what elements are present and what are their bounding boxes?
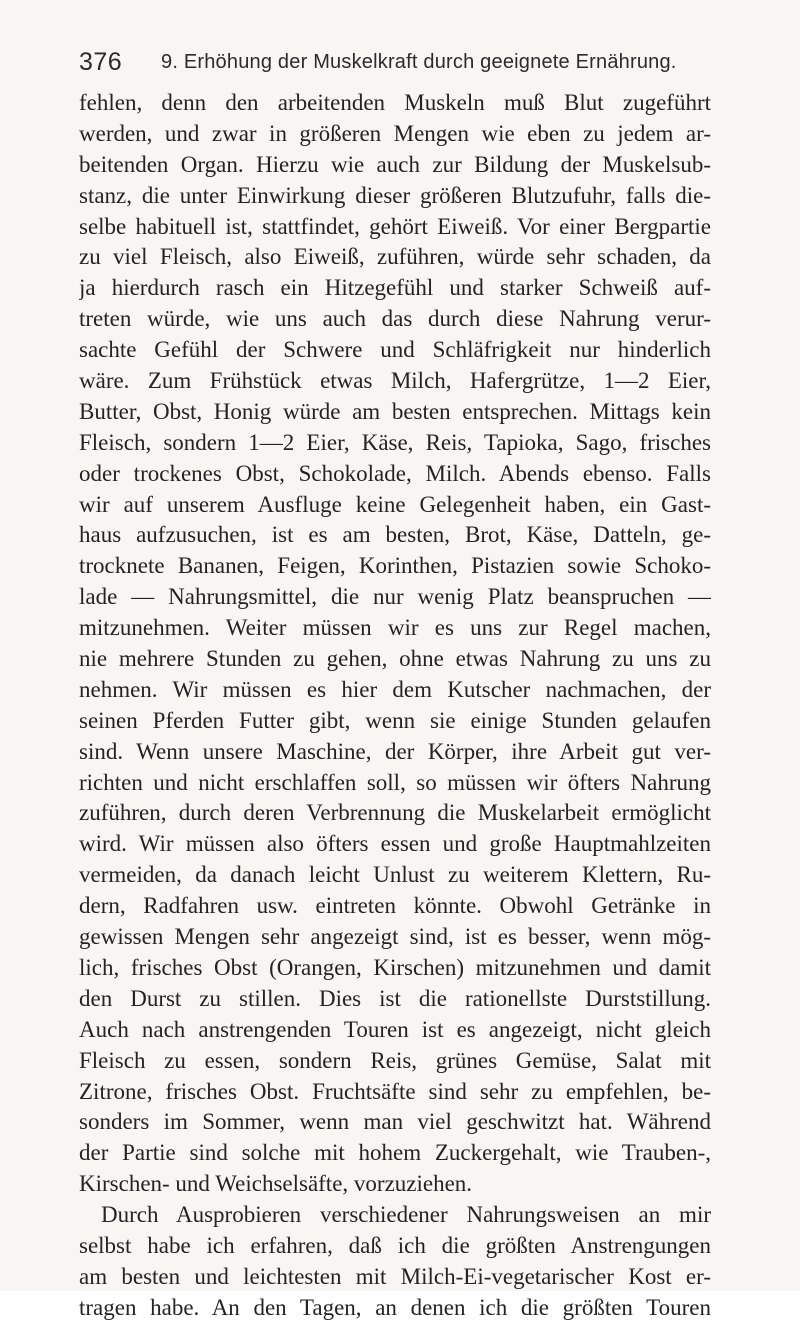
text-line: stanz, die unter Einwirkung dieser größeren Blutzufuhr, falls die- bbox=[79, 182, 711, 208]
text-line: lade — Nahrungsmittel, die nur wenig Platz beanspruchen — bbox=[79, 584, 711, 610]
text-line: treten würde, wie uns auch das durch diese Nahrung verur- bbox=[79, 306, 711, 332]
text-line: Auch nach anstrengenden Touren ist es angezeigt, nicht gleich bbox=[79, 1016, 711, 1042]
text-line: gewissen Mengen sehr angezeigt sind, ist es besser, wenn mög- bbox=[79, 924, 711, 950]
text-line: sind. Wenn unsere Maschine, der Körper, ihre Arbeit gut ver- bbox=[79, 738, 711, 764]
text-line: dern, Radfahren usw. eintreten könnte. Obwohl Getränke in bbox=[79, 893, 711, 919]
text-line: fehlen, denn den arbeitenden Muskeln muß Blut zugeführt bbox=[79, 90, 711, 115]
text-line: mitzunehmen. Weiter müssen wir es uns zur Regel machen, bbox=[79, 615, 711, 641]
text-line: Durch Ausprobieren verschiedener Nahrungsweisen an mir bbox=[101, 1202, 711, 1228]
text-line: Zitrone, frisches Obst. Fruchtsäfte sind sehr zu empfehlen, be- bbox=[79, 1078, 711, 1104]
text-line: wäre. Zum Frühstück etwas Milch, Hafergrütze, 1—2 Eier, bbox=[79, 368, 711, 394]
text-line: selbst habe ich erfahren, daß ich die größten Anstrengungen bbox=[79, 1232, 711, 1258]
text-line: zuführen, durch deren Verbrennung die Muskelarbeit ermöglicht bbox=[79, 800, 711, 826]
page-number: 376 bbox=[79, 48, 123, 76]
text-line: oder trockenes Obst, Schokolade, Milch. Abends ebenso. Falls bbox=[79, 460, 711, 486]
text-line: den Durst zu stillen. Dies ist die rationellste Durststillung. bbox=[79, 985, 711, 1011]
page-header bbox=[75, 48, 715, 82]
text-line: beitenden Organ. Hierzu wie auch zur Bildung der Muskelsub- bbox=[79, 151, 711, 177]
text-line: werden, und zwar in größeren Mengen wie eben zu jedem ar- bbox=[79, 120, 711, 146]
text-line: trocknete Bananen, Feigen, Korinthen, Pistazien sowie Schoko- bbox=[79, 553, 711, 579]
text-line: sonders im Sommer, wenn man viel geschwitzt hat. Während bbox=[79, 1109, 711, 1135]
text-line: zu viel Fleisch, also Eiweiß, zuführen, würde sehr schaden, da bbox=[79, 244, 711, 270]
text-line: richten und nicht erschlaffen soll, so müssen wir öfters Nahrung bbox=[79, 769, 711, 795]
text-line: der Partie sind solche mit hohem Zuckergehalt, wie Trauben-, bbox=[79, 1140, 711, 1166]
text-line: ja hierdurch rasch ein Hitzegefühl und starker Schweiß auf- bbox=[79, 275, 711, 301]
text-line: sachte Gefühl der Schwere und Schläfrigkeit nur hinderlich bbox=[79, 337, 711, 363]
text-line: selbe habituell ist, stattfindet, gehört Eiweiß. Vor einer Bergpartie bbox=[79, 213, 711, 239]
text-line: am besten und leichtesten mit Milch-Ei-vegetarischer Kost er- bbox=[79, 1263, 711, 1289]
text-line: nie mehrere Stunden zu gehen, ohne etwas Nahrung zu uns zu bbox=[79, 646, 711, 672]
text-line: tragen habe. An den Tagen, an denen ich die größten Touren bbox=[79, 1294, 711, 1320]
text-line: haus aufzusuchen, ist es am besten, Brot, Käse, Datteln, ge- bbox=[79, 522, 711, 548]
text-line: Kirschen- und Weichselsäfte, vorzuziehen. bbox=[79, 1171, 473, 1197]
body-text bbox=[79, 88, 711, 1324]
text-line: lich, frisches Obst (Orangen, Kirschen) mitzunehmen und damit bbox=[79, 954, 711, 980]
text-line: vermeiden, da danach leicht Unlust zu weiterem Klettern, Ru- bbox=[79, 862, 711, 888]
text-line: Butter, Obst, Honig würde am besten entsprechen. Mittags kein bbox=[79, 398, 711, 424]
text-line: wird. Wir müssen also öfters essen und große Hauptmahlzeiten bbox=[79, 831, 711, 857]
text-line: wir auf unserem Ausfluge keine Gelegenheit haben, ein Gast- bbox=[79, 491, 711, 517]
running-head: 9. Erhöhung der Muskelkraft durch geeignete Ernährung. bbox=[161, 51, 677, 73]
text-line: seinen Pferden Futter gibt, wenn sie einige Stunden gelaufen bbox=[79, 707, 711, 733]
text-line: Fleisch, sondern 1—2 Eier, Käse, Reis, Tapioka, Sago, frisches bbox=[79, 429, 711, 455]
text-line: nehmen. Wir müssen es hier dem Kutscher nachmachen, der bbox=[79, 676, 711, 702]
text-line: Fleisch zu essen, sondern Reis, grünes Gemüse, Salat mit bbox=[79, 1047, 711, 1073]
